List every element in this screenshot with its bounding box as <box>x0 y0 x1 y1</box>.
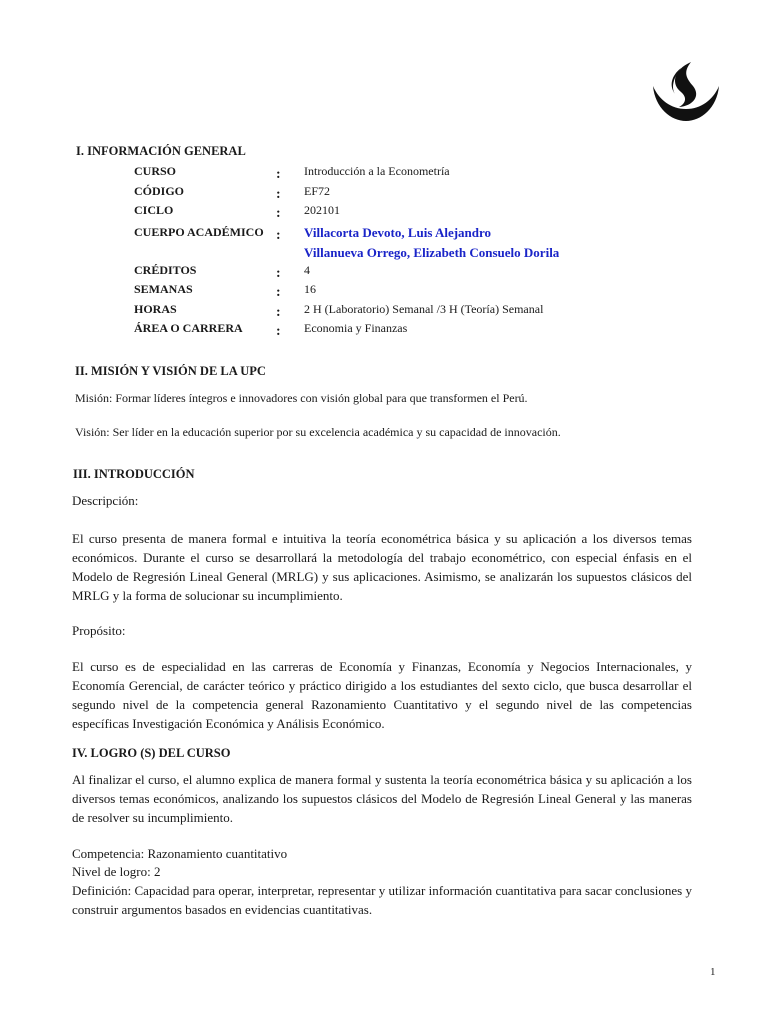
definicion-paragraph: Definición: Capacidad para operar, interpretar, representar y utilizar información cuantitativa para sacar conclusiones y construir argumentos basados en evidencias cuantitativas. <box>72 883 692 917</box>
info-colon: : <box>276 167 281 182</box>
info-value: Introducción a la Econometría <box>304 164 450 178</box>
faculty-member: Villacorta Devoto, Luis Alejandro <box>304 225 492 240</box>
info-label: ÁREA O CARRERA <box>134 321 243 335</box>
section-title-mision-vision: II. MISIÓN Y VISIÓN DE LA UPC <box>75 364 266 378</box>
info-colon: : <box>276 266 281 281</box>
info-row-ciclo <box>134 203 734 223</box>
proposito-label: Propósito: <box>72 623 126 638</box>
logro-paragraph: Al finalizar el curso, el alumno explica de manera formal y sustenta la teoría econométrica básica y su aplicación a los diversos temas económicos, analizando los supuestos clásicos del Modelo de Regresión Lineal General y las maneras de resolver su incumplimiento. <box>72 772 692 825</box>
info-label: CRÉDITOS <box>134 263 197 277</box>
info-value: EF72 <box>304 184 331 198</box>
info-row-semanas <box>134 282 734 302</box>
info-colon: : <box>276 324 281 339</box>
info-label: HORAS <box>134 302 177 316</box>
upc-logo-icon <box>651 60 721 122</box>
info-value: 4 <box>304 263 310 277</box>
info-colon: : <box>276 228 281 243</box>
info-value: Economia y Finanzas <box>304 321 408 335</box>
info-label: CURSO <box>134 164 177 178</box>
info-row-creditos <box>134 263 734 283</box>
descripcion-paragraph: El curso presenta de manera formal e intuitiva la teoría econométrica básica y su aplicación a los diversos temas económicos. Durante el curso se desarrollará la metodología del trabajo econométrico, con especial énfasis en el Modelo de Regresión Lineal General (MRLG) y sus aplicaciones. Asimismo, se analizarán los supuestos clásicos del MRLG y la forma de solucionar su incumplimiento. <box>72 531 692 603</box>
info-row-curso <box>134 164 734 184</box>
faculty-member: Villanueva Orrego, Elizabeth Consuelo Dorila <box>304 245 560 260</box>
descripcion-label: Descripción: <box>72 493 139 508</box>
mision-text: Misión: Formar líderes íntegros e innovadores con visión global para que transformen el Perú. <box>75 391 528 405</box>
info-row-codigo <box>134 184 734 204</box>
info-label: CÓDIGO <box>134 184 185 198</box>
section-title-introduccion: III. INTRODUCCIÓN <box>73 467 195 481</box>
info-label: CUERPO ACADÉMICO <box>134 225 264 239</box>
info-row-area-carrera <box>134 321 734 341</box>
info-value: 2 H (Laboratorio) Semanal /3 H (Teoría) Semanal <box>304 302 544 316</box>
info-label: CICLO <box>134 203 174 217</box>
competencia-text: Competencia: Razonamiento cuantitativo <box>72 846 288 861</box>
info-colon: : <box>276 187 281 202</box>
info-colon: : <box>276 206 281 221</box>
info-value: 16 <box>304 282 316 296</box>
section-title-informacion-general: I. INFORMACIÓN GENERAL <box>76 144 246 158</box>
info-label: SEMANAS <box>134 282 193 296</box>
info-colon: : <box>276 305 281 320</box>
section-title-logros: IV. LOGRO (S) DEL CURSO <box>72 746 231 760</box>
vision-text: Visión: Ser líder en la educación superior por su excelencia académica y su capacidad de innovación. <box>75 425 561 439</box>
proposito-paragraph: El curso es de especialidad en las carreras de Economía y Finanzas, Economía y Negocios Internacionales, y Economía Gerencial, de carácter teórico y práctico dirigido a los estudiantes del sexto ciclo, que busca desarrollar el segundo nivel de la competencia general Razonamiento Cuantitativo y el segundo nivel de las competencias específicas Investigación Económica y Análisis Económico. <box>72 659 692 731</box>
info-row-cuerpo-academico <box>134 225 734 265</box>
info-colon: : <box>276 285 281 300</box>
page-number: 1 <box>710 966 716 978</box>
info-row-horas <box>134 302 734 322</box>
nivel-logro-text: Nivel de logro: 2 <box>72 864 161 879</box>
info-value: 202101 <box>304 203 340 217</box>
